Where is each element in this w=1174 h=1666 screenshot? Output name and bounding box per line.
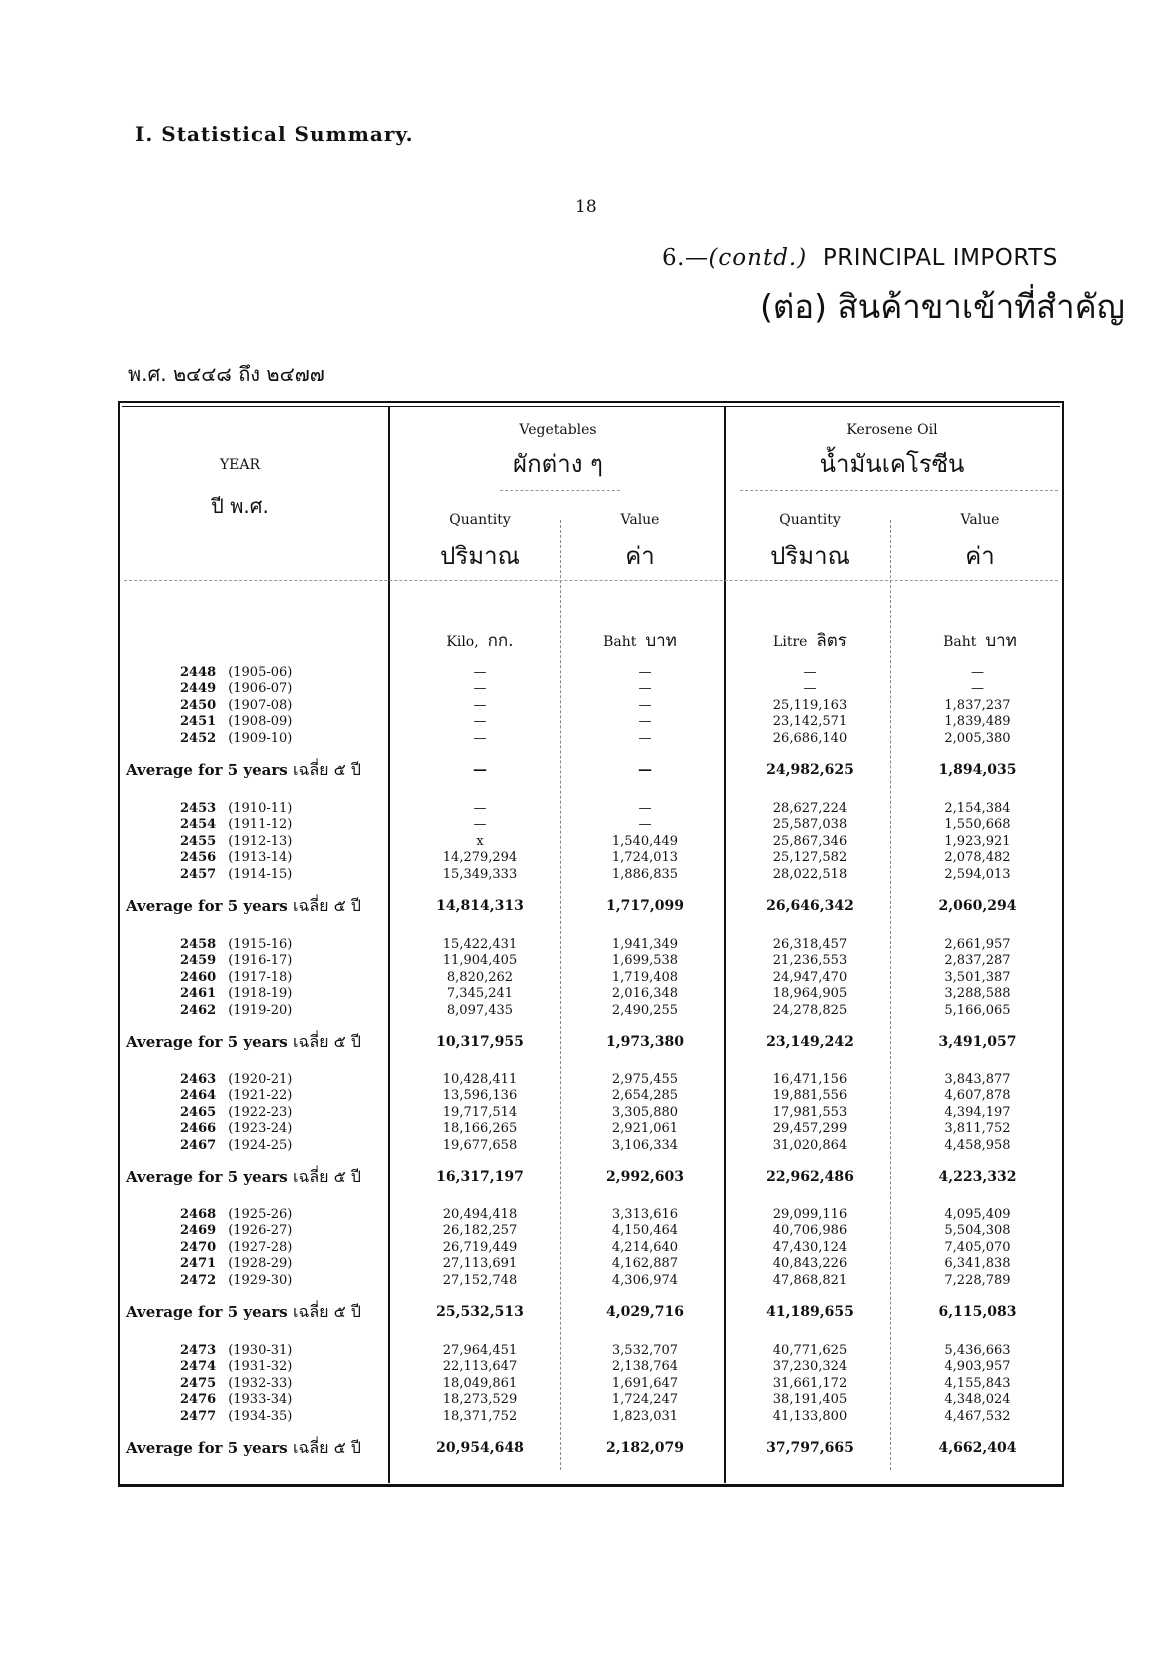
table-cell-ker-val: 4,607,878 xyxy=(944,1088,1011,1104)
year-be: 2461 xyxy=(180,986,217,1002)
table-row-year xyxy=(180,698,390,714)
group-header-vegetables: Vegetables xyxy=(519,422,597,438)
table-cell-veg-val: 3,305,880 xyxy=(611,1104,679,1120)
average-label-thai: เฉลี่ย ๕ ปี xyxy=(292,760,361,779)
table-cell-veg-qty: 27,152,748 xyxy=(442,1272,518,1288)
table-cell-ker-qty: 21,236,553 xyxy=(772,953,848,969)
subheader-veg-quantity: Quantity xyxy=(449,512,511,528)
year-ce: (1930-31) xyxy=(228,1343,293,1358)
average-label-thai: เฉลี่ย ๕ ปี xyxy=(292,1032,361,1051)
table-cell-veg-val: 4,150,464 xyxy=(611,1223,679,1239)
table-cell-ker-val: — xyxy=(971,681,984,697)
subheader-veg-value: Value xyxy=(620,512,660,528)
table-cell-ker-qty: 40,706,986 xyxy=(772,1223,848,1239)
average-cell-veg-val: — xyxy=(638,762,652,778)
table-cell-veg-val: 1,691,647 xyxy=(611,1375,679,1391)
table-row-year xyxy=(180,970,390,986)
year-ce: (1919-20) xyxy=(228,1002,293,1018)
year-be: 2463 xyxy=(180,1072,217,1087)
year-ce: (1934-35) xyxy=(228,1408,293,1424)
year-be: 2469 xyxy=(180,1223,217,1239)
year-ce: (1923-24) xyxy=(228,1121,293,1137)
table-cell-veg-val: 1,941,349 xyxy=(611,937,679,952)
table-cell-ker-qty: 25,119,163 xyxy=(772,697,848,713)
table-cell-veg-qty: 20,494,418 xyxy=(442,1207,518,1222)
table-cell-veg-qty: 22,113,647 xyxy=(442,1359,518,1375)
average-cell-veg-qty: 16,317,197 xyxy=(436,1169,524,1185)
average-cell-ker-val: 4,223,332 xyxy=(938,1169,1017,1185)
year-ce: (1926-27) xyxy=(228,1223,293,1239)
table-cell-ker-qty: 25,867,346 xyxy=(772,833,848,849)
table-cell-ker-qty: 38,191,405 xyxy=(772,1392,848,1408)
subheader-ker-quantity-thai: ปริมาณ xyxy=(770,542,850,570)
average-label xyxy=(126,1033,386,1051)
table-cell-ker-val: 5,504,308 xyxy=(944,1223,1011,1239)
table-row-year xyxy=(180,867,390,883)
year-header: YEAR xyxy=(219,457,261,473)
table-number: 6.— xyxy=(662,245,709,271)
average-cell-ker-val: 1,894,035 xyxy=(938,762,1017,778)
table-cell-veg-val: 1,719,408 xyxy=(611,969,679,985)
table-cell-veg-val: 1,724,013 xyxy=(611,850,679,866)
unit-ker-value xyxy=(910,627,1050,654)
year-be: 2462 xyxy=(180,1002,217,1018)
average-label-en: Average for 5 years xyxy=(126,1033,288,1051)
table-title xyxy=(662,245,1058,271)
average-cell-ker-val: 4,662,404 xyxy=(938,1440,1017,1456)
table-inner-rule xyxy=(122,406,1060,407)
table-cell-ker-qty: 16,471,156 xyxy=(772,1072,848,1087)
table-row-year xyxy=(180,1121,390,1137)
table-cell-ker-qty: 23,142,571 xyxy=(772,714,848,730)
table-row-year xyxy=(180,1207,390,1223)
average-cell-ker-qty: 41,189,655 xyxy=(766,1304,854,1320)
table-cell-ker-qty: 31,661,172 xyxy=(772,1375,848,1391)
table-cell-veg-val: 1,540,449 xyxy=(611,833,679,849)
table-cell-ker-val: 1,837,237 xyxy=(944,697,1011,713)
average-label-en: Average for 5 years xyxy=(126,897,288,915)
year-ce: (1920-21) xyxy=(228,1072,293,1087)
column-divider-ker xyxy=(890,520,891,1470)
average-cell-ker-qty: 37,797,665 xyxy=(766,1440,854,1456)
table-row-year xyxy=(180,953,390,969)
table-cell-ker-qty: 29,457,299 xyxy=(772,1121,848,1137)
year-be: 2460 xyxy=(180,969,217,985)
table-cell-ker-qty: 47,868,821 xyxy=(772,1272,848,1288)
year-be: 2474 xyxy=(180,1359,217,1375)
average-label xyxy=(126,897,386,915)
year-ce: (1925-26) xyxy=(228,1207,293,1222)
table-cell-ker-qty: — xyxy=(803,665,817,680)
table-cell-ker-val: 4,348,024 xyxy=(944,1392,1011,1408)
year-ce: (1915-16) xyxy=(228,937,293,952)
table-cell-ker-val: 7,405,070 xyxy=(944,1239,1011,1255)
table-cell-veg-val: 4,214,640 xyxy=(611,1239,679,1255)
table-cell-ker-val: 2,661,957 xyxy=(944,937,1011,952)
table-cell-veg-qty: 13,596,136 xyxy=(442,1088,518,1104)
table-cell-veg-val: 2,921,061 xyxy=(611,1121,679,1137)
group-header-vegetables-thai: ผักต่าง ๆ xyxy=(513,450,603,478)
table-row-year xyxy=(180,1409,390,1425)
average-cell-ker-qty: 22,962,486 xyxy=(766,1169,854,1185)
subheader-ker-value-thai: ค่า xyxy=(965,542,995,570)
table-cell-veg-val: 1,724,247 xyxy=(611,1392,679,1408)
table-row-year xyxy=(180,665,390,681)
table-cell-ker-qty: 40,843,226 xyxy=(772,1256,848,1272)
table-cell-ker-val: 3,811,752 xyxy=(944,1121,1011,1137)
table-row-year xyxy=(180,1072,390,1088)
table-cell-veg-qty: x xyxy=(476,833,484,849)
table-cell-veg-qty: 26,719,449 xyxy=(442,1239,518,1255)
table-bottom-rule xyxy=(118,1484,1064,1486)
year-ce: (1912-13) xyxy=(228,833,293,849)
subheader-veg-value-thai: ค่า xyxy=(625,542,655,570)
average-cell-veg-val: 2,182,079 xyxy=(606,1440,684,1456)
table-cell-ker-val: 4,394,197 xyxy=(944,1104,1011,1120)
table-cell-veg-val: 3,313,616 xyxy=(611,1207,679,1222)
year-be: 2451 xyxy=(180,714,217,730)
average-cell-ker-qty: 26,646,342 xyxy=(766,898,854,914)
unit-label-thai: บาท xyxy=(645,631,677,651)
average-label-en: Average for 5 years xyxy=(126,761,288,779)
year-be: 2470 xyxy=(180,1239,217,1255)
table-cell-ker-val: 2,594,013 xyxy=(944,866,1011,882)
table-cell-ker-val: 4,155,843 xyxy=(944,1375,1011,1391)
average-cell-veg-qty: 25,532,513 xyxy=(436,1304,524,1320)
table-cell-ker-qty: 19,881,556 xyxy=(772,1088,848,1104)
table-cell-ker-qty: 26,318,457 xyxy=(772,937,848,952)
year-be: 2471 xyxy=(180,1256,217,1272)
year-be: 2465 xyxy=(180,1104,217,1120)
table-cell-ker-qty: 25,587,038 xyxy=(772,817,848,833)
average-label xyxy=(126,761,386,779)
table-cell-ker-qty: 31,020,864 xyxy=(772,1137,848,1153)
year-be: 2458 xyxy=(180,937,217,952)
unit-ker-quantity xyxy=(740,627,880,654)
year-be: 2473 xyxy=(180,1343,217,1358)
table-cell-veg-qty: 18,166,265 xyxy=(442,1121,518,1137)
year-ce: (1922-23) xyxy=(228,1104,293,1120)
table-cell-ker-val: 2,837,287 xyxy=(944,953,1011,969)
table-cell-veg-qty: 11,904,405 xyxy=(442,953,518,969)
year-ce: (1913-14) xyxy=(228,850,293,866)
table-cell-ker-val: 1,550,668 xyxy=(944,817,1011,833)
table-cell-veg-qty: 18,371,752 xyxy=(442,1408,518,1424)
table-cell-veg-qty: 19,677,658 xyxy=(442,1137,518,1153)
table-cell-ker-qty: 40,771,625 xyxy=(772,1343,848,1358)
table-cell-veg-val: 1,823,031 xyxy=(611,1408,679,1424)
table-cell-ker-qty: 18,964,905 xyxy=(772,986,848,1002)
average-label-en: Average for 5 years xyxy=(126,1303,288,1321)
year-ce: (1928-29) xyxy=(228,1256,293,1272)
table-cell-veg-qty: — xyxy=(473,681,487,697)
average-cell-ker-val: 3,491,057 xyxy=(938,1034,1017,1050)
unit-label: Litre xyxy=(773,634,808,650)
average-cell-veg-val: 1,717,099 xyxy=(606,898,684,914)
year-ce: (1918-19) xyxy=(228,986,293,1002)
unit-label: Kilo, xyxy=(446,634,479,650)
table-cell-veg-val: 3,532,707 xyxy=(611,1343,679,1358)
table-cell-veg-qty: 7,345,241 xyxy=(446,986,514,1002)
year-be: 2477 xyxy=(180,1408,217,1424)
unit-label-thai: กก. xyxy=(487,631,514,651)
unit-label: Baht xyxy=(603,634,637,650)
table-row-year xyxy=(180,1088,390,1104)
year-ce: (1929-30) xyxy=(228,1272,293,1288)
table-row-year xyxy=(180,1138,390,1154)
year-header-thai: ปี พ.ศ. xyxy=(211,494,269,518)
table-cell-veg-val: 2,654,285 xyxy=(611,1088,679,1104)
table-row-year xyxy=(180,1223,390,1239)
table-cell-ker-val: 2,078,482 xyxy=(944,850,1011,866)
table-row-year xyxy=(180,1273,390,1289)
table-row-year xyxy=(180,1240,390,1256)
table-cell-ker-qty: 41,133,800 xyxy=(772,1408,848,1424)
table-cell-ker-val: 3,843,877 xyxy=(944,1072,1011,1087)
table-row-year xyxy=(180,1343,390,1359)
year-be: 2455 xyxy=(180,833,217,849)
table-cell-veg-val: — xyxy=(638,697,652,713)
table-cell-veg-val: — xyxy=(638,665,652,680)
table-cell-veg-qty: 27,964,451 xyxy=(442,1343,518,1358)
average-cell-veg-qty: — xyxy=(473,762,487,778)
average-label-thai: เฉลี่ย ๕ ปี xyxy=(292,896,361,915)
year-be: 2457 xyxy=(180,866,217,882)
average-cell-ker-val: 2,060,294 xyxy=(938,898,1017,914)
table-cell-veg-val: — xyxy=(638,817,652,833)
table-cell-veg-qty: 10,428,411 xyxy=(442,1072,518,1087)
table-row-year xyxy=(180,834,390,850)
year-ce: (1911-12) xyxy=(228,817,293,833)
table-cell-veg-qty: — xyxy=(473,665,487,680)
page-number: 18 xyxy=(575,197,597,217)
average-cell-veg-qty: 14,814,313 xyxy=(436,898,524,914)
table-cell-ker-qty: 28,627,224 xyxy=(772,801,848,816)
table-cell-veg-val: — xyxy=(638,801,652,816)
table-row-year xyxy=(180,1376,390,1392)
table-cell-veg-qty: 27,113,691 xyxy=(442,1256,518,1272)
header-rule xyxy=(124,580,1058,581)
table-cell-ker-val: 5,166,065 xyxy=(944,1002,1011,1018)
year-ce: (1932-33) xyxy=(228,1375,293,1391)
table-row-year xyxy=(180,1105,390,1121)
table-cell-ker-qty: 25,127,582 xyxy=(772,850,848,866)
average-label xyxy=(126,1439,386,1457)
year-be: 2450 xyxy=(180,697,217,713)
table-cell-ker-val: 4,458,958 xyxy=(944,1137,1011,1153)
average-label-thai: เฉลี่ย ๕ ปี xyxy=(292,1302,361,1321)
average-cell-veg-qty: 10,317,955 xyxy=(436,1034,524,1050)
table-cell-ker-qty: 24,947,470 xyxy=(772,969,848,985)
year-be: 2476 xyxy=(180,1392,217,1408)
year-ce: (1910-11) xyxy=(228,801,293,816)
year-ce: (1927-28) xyxy=(228,1239,293,1255)
group-header-kerosene-thai: น้ำมันเคโรซีน xyxy=(819,450,965,478)
table-cell-veg-val: 2,975,455 xyxy=(611,1072,679,1087)
year-be: 2456 xyxy=(180,850,217,866)
average-cell-veg-val: 1,973,380 xyxy=(606,1034,684,1050)
year-be: 2448 xyxy=(180,665,217,680)
table-cell-veg-val: 2,490,255 xyxy=(611,1002,679,1018)
unit-label-thai: ลิตร xyxy=(816,631,847,651)
table-cell-ker-val: 5,436,663 xyxy=(944,1343,1011,1358)
table-cell-ker-val: — xyxy=(971,665,984,680)
table-row-year xyxy=(180,1359,390,1375)
group-header-kerosene: Kerosene Oil xyxy=(846,422,938,438)
unit-veg-value xyxy=(570,627,710,654)
column-divider-veg xyxy=(560,520,561,1470)
table-cell-ker-val: 6,341,838 xyxy=(944,1256,1011,1272)
table-cell-ker-val: 1,923,921 xyxy=(944,833,1011,849)
year-ce: (1933-34) xyxy=(228,1392,293,1408)
table-cell-veg-qty: — xyxy=(473,817,487,833)
year-ce: (1905-06) xyxy=(228,665,293,680)
year-be: 2475 xyxy=(180,1375,217,1391)
section-heading: I. Statistical Summary. xyxy=(135,122,414,146)
table-cell-ker-val: 1,839,489 xyxy=(944,714,1011,730)
year-ce: (1906-07) xyxy=(228,681,293,697)
table-cell-ker-val: 2,154,384 xyxy=(944,801,1011,816)
table-cell-veg-qty: 19,717,514 xyxy=(442,1104,518,1120)
table-cell-veg-val: 2,138,764 xyxy=(611,1359,679,1375)
unit-label: Baht xyxy=(943,634,977,650)
table-cell-veg-qty: 8,097,435 xyxy=(446,1002,514,1018)
table-cell-veg-val: — xyxy=(638,681,652,697)
table-cell-veg-qty: 18,273,529 xyxy=(442,1392,518,1408)
table-cell-ker-qty: 37,230,324 xyxy=(772,1359,848,1375)
year-be: 2468 xyxy=(180,1207,217,1222)
table-cell-ker-val: 4,467,532 xyxy=(944,1408,1011,1424)
average-label-thai: เฉลี่ย ๕ ปี xyxy=(292,1167,361,1186)
average-cell-ker-val: 6,115,083 xyxy=(938,1304,1017,1320)
table-cell-veg-qty: 15,422,431 xyxy=(442,937,518,952)
period-thai: พ.ศ. ๒๔๔๘ ถึง ๒๔๗๗ xyxy=(128,362,325,386)
table-cell-veg-val: 1,886,835 xyxy=(611,866,679,882)
table-cell-veg-val: 1,699,538 xyxy=(611,953,679,969)
table-cell-ker-qty: 26,686,140 xyxy=(772,730,848,746)
table-cell-ker-val: 3,288,588 xyxy=(944,986,1011,1002)
average-cell-veg-qty: 20,954,648 xyxy=(436,1440,524,1456)
table-row-year xyxy=(180,1392,390,1408)
average-label xyxy=(126,1168,386,1186)
table-row-year xyxy=(180,731,390,747)
table-title-thai: (ต่อ) สินค้าขาเข้าที่สำคัญ xyxy=(760,287,1125,326)
table-cell-veg-qty: 8,820,262 xyxy=(446,969,514,985)
group-rule-ker xyxy=(740,490,1058,491)
table-row-year xyxy=(180,714,390,730)
table-cell-veg-qty: — xyxy=(473,714,487,730)
year-be: 2466 xyxy=(180,1121,217,1137)
table-cell-ker-qty: — xyxy=(803,681,817,697)
table-cell-veg-qty: 26,182,257 xyxy=(442,1223,518,1239)
table-title-text: PRINCIPAL IMPORTS xyxy=(822,245,1058,271)
table-cell-ker-qty: 24,278,825 xyxy=(772,1002,848,1018)
table-cell-veg-qty: 15,349,333 xyxy=(442,866,518,882)
table-cell-veg-qty: — xyxy=(473,801,487,816)
table-cell-ker-val: 7,228,789 xyxy=(944,1272,1011,1288)
year-be: 2459 xyxy=(180,953,217,969)
average-label-thai: เฉลี่ย ๕ ปี xyxy=(292,1438,361,1457)
year-ce: (1909-10) xyxy=(228,730,293,746)
year-ce: (1916-17) xyxy=(228,953,293,969)
average-cell-veg-val: 4,029,716 xyxy=(606,1304,684,1320)
unit-veg-quantity xyxy=(405,627,555,654)
table-row-year xyxy=(180,817,390,833)
table-cell-veg-qty: 14,279,294 xyxy=(442,850,518,866)
table-cell-veg-val: — xyxy=(638,714,652,730)
year-ce: (1924-25) xyxy=(228,1137,293,1153)
table-cell-ker-val: 4,903,957 xyxy=(944,1359,1011,1375)
table-cell-ker-qty: 28,022,518 xyxy=(772,866,848,882)
year-be: 2449 xyxy=(180,681,217,697)
year-ce: (1907-08) xyxy=(228,697,293,713)
table-cell-ker-qty: 29,099,116 xyxy=(772,1207,848,1222)
table-row-year xyxy=(180,1003,390,1019)
year-ce: (1914-15) xyxy=(228,866,293,882)
table-cell-veg-val: 3,106,334 xyxy=(611,1137,679,1153)
average-label-en: Average for 5 years xyxy=(126,1168,288,1186)
table-row-year xyxy=(180,1256,390,1272)
table-cell-veg-qty: — xyxy=(473,697,487,713)
year-ce: (1908-09) xyxy=(228,714,293,730)
table-cell-veg-val: 4,306,974 xyxy=(611,1272,679,1288)
average-cell-veg-val: 2,992,603 xyxy=(606,1169,684,1185)
column-divider-groups xyxy=(724,407,726,1483)
year-ce: (1917-18) xyxy=(228,969,293,985)
table-row-year xyxy=(180,801,390,817)
average-label-en: Average for 5 years xyxy=(126,1439,288,1457)
average-cell-ker-qty: 23,149,242 xyxy=(766,1034,854,1050)
year-be: 2472 xyxy=(180,1272,217,1288)
table-row-year xyxy=(180,681,390,697)
unit-label-thai: บาท xyxy=(985,631,1017,651)
table-cell-veg-val: 2,016,348 xyxy=(611,986,679,1002)
table-row-year xyxy=(180,850,390,866)
average-cell-ker-qty: 24,982,625 xyxy=(766,762,854,778)
table-cell-ker-val: 3,501,387 xyxy=(944,969,1011,985)
year-be: 2467 xyxy=(180,1137,217,1153)
year-be: 2453 xyxy=(180,801,217,816)
table-cell-ker-qty: 17,981,553 xyxy=(772,1104,848,1120)
table-contd: (contd.) xyxy=(708,245,808,271)
year-ce: (1931-32) xyxy=(228,1359,293,1375)
table-cell-ker-val: 2,005,380 xyxy=(944,730,1011,746)
table-cell-ker-qty: 47,430,124 xyxy=(772,1239,848,1255)
year-be: 2454 xyxy=(180,817,217,833)
table-cell-veg-qty: 18,049,861 xyxy=(442,1375,518,1391)
subheader-ker-value: Value xyxy=(960,512,1000,528)
table-cell-veg-val: 4,162,887 xyxy=(611,1256,679,1272)
table-cell-ker-val: 4,095,409 xyxy=(944,1207,1011,1222)
year-ce: (1921-22) xyxy=(228,1088,293,1104)
year-be: 2452 xyxy=(180,730,217,746)
year-be: 2464 xyxy=(180,1088,217,1104)
average-label xyxy=(126,1303,386,1321)
table-row-year xyxy=(180,986,390,1002)
subheader-ker-quantity: Quantity xyxy=(779,512,841,528)
table-cell-veg-val: — xyxy=(638,730,652,746)
subheader-veg-quantity-thai: ปริมาณ xyxy=(440,542,520,570)
table-cell-veg-qty: — xyxy=(473,730,487,746)
table-row-year xyxy=(180,937,390,953)
group-rule-veg xyxy=(500,490,620,491)
